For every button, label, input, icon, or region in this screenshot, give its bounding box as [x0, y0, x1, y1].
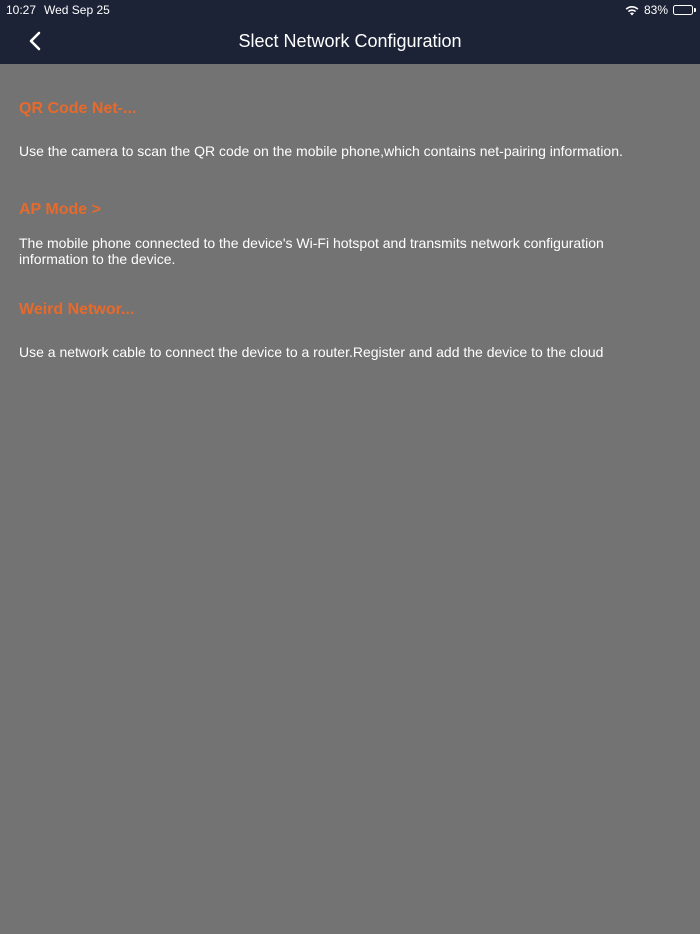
- page-title: Slect Network Configuration: [238, 31, 462, 51]
- option-ap-mode-link[interactable]: AP Mode >: [19, 201, 101, 218]
- option-wired-network: [19, 301, 679, 360]
- option-qr-code-link[interactable]: QR Code Net-...: [19, 100, 137, 117]
- option-ap-mode-description: The mobile phone connected to the device's Wi-Fi hotspot and transmits network configuration information to the device.: [19, 235, 604, 267]
- nav-bar: [0, 20, 700, 64]
- battery-icon: [673, 5, 696, 15]
- option-wired-network-link[interactable]: Weird Networ...: [19, 301, 135, 318]
- option-qr-code-description: Use the camera to scan the QR code on the mobile phone,which contains net-pairing information.: [19, 143, 623, 159]
- option-qr-code: [19, 100, 679, 159]
- status-date: Wed Sep 25: [44, 3, 110, 17]
- option-ap-mode: [19, 201, 679, 267]
- status-bar: [0, 0, 700, 20]
- status-indicators: [625, 3, 696, 17]
- wifi-icon: [625, 5, 639, 16]
- option-wired-network-description: Use a network cable to connect the device to a router.Register and add the device to the cloud: [19, 344, 604, 360]
- header: [0, 0, 700, 64]
- status-time: 10:27: [6, 3, 37, 17]
- battery-percent: 83%: [643, 3, 668, 17]
